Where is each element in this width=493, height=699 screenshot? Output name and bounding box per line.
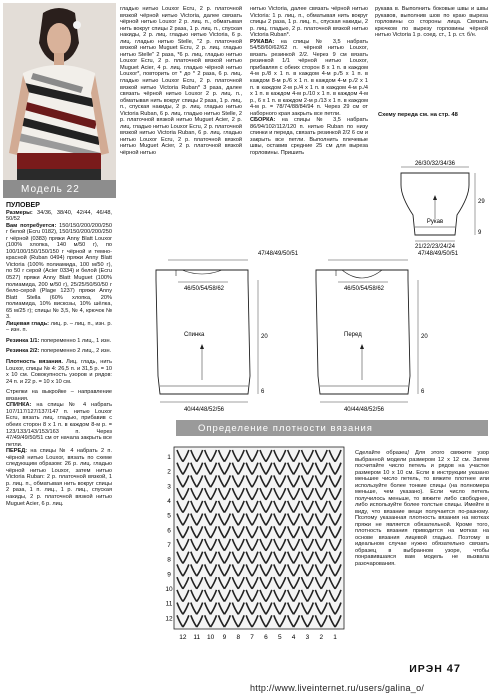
model-label: Модель 22 bbox=[21, 183, 80, 195]
row-number: 12 bbox=[165, 615, 173, 623]
row-number: 9 bbox=[167, 571, 171, 579]
column-number: 9 bbox=[222, 634, 227, 641]
column-number: 6 bbox=[264, 634, 268, 641]
density-heading-text: Определение плотности вязания bbox=[198, 422, 373, 434]
front-neck-width: 46/50/54/58/62 bbox=[343, 286, 385, 292]
sleeve-label: Рукав bbox=[426, 219, 444, 225]
back-rib-height: 6 bbox=[261, 389, 265, 395]
column-number: 2 bbox=[319, 634, 324, 641]
sleeve-bottom-width: 21/22/23/24/24 bbox=[414, 244, 456, 250]
assembly-paragraph: СБОРКА: на спицы № 3,5 набрать 86/94/102/112/120 п. нитью Ruban по низу спинки и переда, связать резинкой 2/2 6 см и закрыть все петли. Выполнить плечевые швы, оставив средние 25 см для выреза горловины. Пришить bbox=[250, 117, 368, 157]
column-3-intro: нитью Victoria, далее связать чёрной нитью Victoria: 1 р. лиц. п., обматывая нить вокруг спицы 2 раза, 1 р. лиц. п., спуская накиды, 2 р. лиц. гладью, 2 р. платочной вязкой нитью Victoria Ruban*. bbox=[250, 6, 368, 39]
row-number: 5 bbox=[167, 512, 171, 520]
column-number: 5 bbox=[277, 634, 282, 641]
sizes-paragraph: Размеры: 34/36, 38/40, 42/44, 46/48, 50/52 bbox=[6, 209, 112, 223]
text-column-2 bbox=[120, 6, 242, 157]
row-number: 3 bbox=[167, 483, 171, 491]
front-top-width: 47/48/49/50/51 bbox=[418, 251, 459, 257]
column-number: 11 bbox=[193, 634, 201, 641]
source-url: http://www.liveinternet.ru/users/galina_o/ bbox=[250, 683, 425, 693]
model-photo bbox=[3, 3, 116, 181]
sleeve-height-bottom: 9 bbox=[478, 230, 482, 236]
column-number: 12 bbox=[179, 634, 187, 641]
model-label-bar bbox=[3, 180, 116, 198]
text-column-1 bbox=[6, 203, 112, 507]
back-label: Спинка bbox=[184, 332, 205, 338]
knit-swatch-grid bbox=[160, 445, 348, 642]
density-paragraph: Плотность вязания. Лиц. гладь, нить Louxor, спицы № 4: 26,5 п. и 31,5 р. = 10 х 10 см. Совокупность узоров и рядов: 24 п. и 22 р. = 10 х 10 см. bbox=[6, 359, 112, 385]
front-chart-caption: Схему переда см. на стр. 48 bbox=[378, 112, 458, 118]
rib11-paragraph: Резинка 1/1: попеременно 1 лиц., 1 изн. bbox=[6, 337, 112, 344]
column-4-text: рукава в. Выполнить боковые швы и швы рукавов, выполнив шов по краю выреза горловины со стороны лица. Связать крючком по вырезу горловины чёрной нитью Victoria 1 р. соед. ст., 1 р. ст. б/н. bbox=[375, 6, 488, 39]
back-diagram bbox=[148, 246, 299, 416]
column-number: 1 bbox=[333, 634, 337, 641]
column-2-text: гладью нитью Louxor Ecru, 2 р. платочной вязкой чёрной нитью Victoria, далее связать чёрной нитью Louxor 2 р. лиц. п., обматывая нить вокруг спицы 2 раза, 1 р. лиц. п., спуская накиды, 2 р. лиц. гладью нитью Victoria, 6 р. лиц. гладью нитью Stelle, "2 р. платочной вязкой нитью Muguet Ecru, 2 р. лиц. гладью нитью Stelle" 2 раза, *6 р. лиц. гладью нитью Louxor Ecru, 2 р. платочной вязкой нитью Muguet Acier, 4 р. лиц. гладью чёрной нитью Louxor*, повторить от * до * 2 раза, 6 р. лиц. гладью нитью Louxor Ecru, 2 р. платочной вязкой нитью Victoria Ruban* 3 раза, далее связать чёрной нитью Louxor 2 р. лиц. п., обматывая нить вокруг спицы 2 раза, 1 р. лиц. п., спуская накиды, 2 р. лиц. гладью нитью Victoria Ruban, 6 р. лиц. гладью нитью Stelle, 2 р. платочной вязкой нитью Muguet Acier, 2 р. лиц. гладью нитью Louxor Ecru, 2 р. платочной вязкой нитью Victoria Ruban, 6 р. лиц. гладью нитью Louxor Ecru, 2 р. платочной вязкой нитью Muguet Acier, 2 р. платочной вязкой чёрной нитью bbox=[120, 6, 242, 157]
row-number: 11 bbox=[165, 600, 173, 608]
column-number: 8 bbox=[236, 634, 241, 641]
front-bottom-width: 40/44/48/52/56 bbox=[343, 407, 385, 413]
stockinette-paragraph: Лицевая гладь: лиц. р. – лиц. п., изн. р. – изн. п. bbox=[6, 320, 112, 334]
front-label: Перед bbox=[344, 332, 362, 338]
front-rib-height: 6 bbox=[421, 389, 425, 395]
density-section-heading bbox=[176, 420, 488, 436]
row-number: 7 bbox=[167, 542, 171, 549]
sleeve-diagram bbox=[385, 155, 485, 250]
column-number: 7 bbox=[250, 634, 254, 641]
magazine-brand: ИРЭН bbox=[409, 663, 443, 675]
page-number: 47 bbox=[446, 663, 461, 675]
row-number: 6 bbox=[167, 527, 171, 535]
back-bottom-width: 40/44/48/52/56 bbox=[183, 407, 225, 413]
pattern-title: ПУЛОВЕР bbox=[6, 202, 40, 209]
column-number: 4 bbox=[291, 634, 296, 641]
column-number-labels bbox=[179, 634, 337, 641]
back-top-width: 47/48/49/50/51 bbox=[258, 251, 299, 257]
sleeve-height-top: 29 bbox=[478, 199, 485, 205]
density-instructions-text: Сделайте образец! Для этого свяжите узор выбранной модели размером 12 х 12 см. Затем посчитайте число петель и рядов на участке размером 10 х 10 см. Если в инструкции указано меньшее число петель, то вяжите плотнее или используйте более тонкие спицы (на полномера меньше, чем указано). Если число петель получилось меньше, то вяжите либо свободнее, либо используйте более толстые спицы. Имейте в виду, что вязание вещи получается по-разному. Поэтому указанная плотность вязания на мотках пряжи не является обязательной. Кроме того, плотность вязания приводится на мотках на основе вязания лицевой гладью. Поэтому в идеальном случае нужно обязательно связать образец в выбранном узоре, чтобы понравившаяся вам модель не вызвала разочарования. bbox=[355, 450, 489, 567]
sleeve-top-width: 26/30/32/34/36 bbox=[414, 161, 456, 167]
row-number: 8 bbox=[167, 556, 171, 564]
row-number: 1 bbox=[167, 454, 171, 461]
back-neck-width: 46/50/54/58/62 bbox=[183, 286, 225, 292]
front-side-height: 20 bbox=[421, 334, 428, 340]
arrows-paragraph: Стрелки на выкройке – направление вязания. bbox=[6, 389, 112, 402]
materials-paragraph: Вам потребуется: 150/150/200/200/250 г белой (Ecru 0182), 150/150/200/200/250 г чёрной (0383) пряжи Anny Blatt Louxor (100% хлопка, 140 м/50 г), по 100/100/150/150/150 г чёрной и темно-красной (Ruban 0494) пряжи Anny Blatt Victoria (100% полиамида, 100 м/50 г), по 50 г серой (Acier 0334) и белой (Ecru 0527) пряжи Anny Blatt Muguet (100% полиамида, 200 м/50 г), 25/25/50/50/50 г бело-серой (Plage 1237) пряжи Anny Blatt Stella (60% хлопка, 20% полиамида, 10% вискозы, 10% шёлка, 65 м/25 г); спицы № 3,5, № 4, крючок № 3. bbox=[6, 222, 112, 321]
back-side-height: 20 bbox=[261, 334, 268, 340]
row-number: 10 bbox=[165, 586, 173, 593]
row-number: 2 bbox=[167, 468, 171, 476]
row-number: 4 bbox=[167, 498, 171, 505]
magazine-footer bbox=[409, 663, 461, 675]
front-paragraph: ПЕРЕД: на спицы № 4 набрать 2 п. чёрной нитью Louxor, вязать по схеме следующим образом: 26 р. лиц. гладью чёрной нитью Louxor, затем нитью Victoria Ruban: 2 р. платочной вязкой, 1 р. лиц. п., обматывая нить вокруг спицы 2 раза, 1 п. лиц., 1 р. лиц., спуская накиды, 2 р. платочной вязкой нитью Muguet Acier, 6 р. лиц. bbox=[6, 448, 112, 507]
density-instructions bbox=[355, 450, 489, 567]
back-paragraph: СПИНКА: на спицы № 4 набрать 107/117/127/137/147 п. нитью Louxor Ecru, вязать лиц. гладью, прибавив с обеих сторон 8 х 1 п. в каждом 8-м р. = 123/133/143/153/163 п. Через 47/49/49/50/51 см от начала закрыть все петли. bbox=[6, 402, 112, 448]
rib22-paragraph: Резинка 2/2: попеременно 2 лиц., 2 изн. bbox=[6, 348, 112, 355]
column-number: 3 bbox=[305, 634, 310, 641]
row-number-labels bbox=[165, 454, 173, 622]
column-number: 10 bbox=[206, 634, 215, 641]
text-column-4 bbox=[375, 6, 488, 39]
text-column-3 bbox=[250, 6, 368, 157]
sleeves-paragraph: РУКАВА: на спицы № 3,5 набрать 54/58/60/62/62 п. чёрной нитью Louxor, вязать резинкой 2/2. Через 9 см вязать резинкой 1/1 чёрной нитью Louxor, прибавляя с обеих сторон 8 х 1 п. в каждом 4-м р./8 х 1 п. в каждом 4-м р./5 х 1 п. в каждом 8-м р./6 х 1 п. в каждом 4-м р./2 х 1 п. в каждом 2-м р./4 х 1 п. в каждом 4-м р./4 х 1 п. в каждом 4-м р./10 х 1 п. в каждом 4-м р., 6 х 1 п. в каждом 2-м р./13 х 1 п. в каждом 4-м р. = 78/74/88/84/94 п. Через 29 см от наборного края закрыть все петли. bbox=[250, 38, 368, 117]
